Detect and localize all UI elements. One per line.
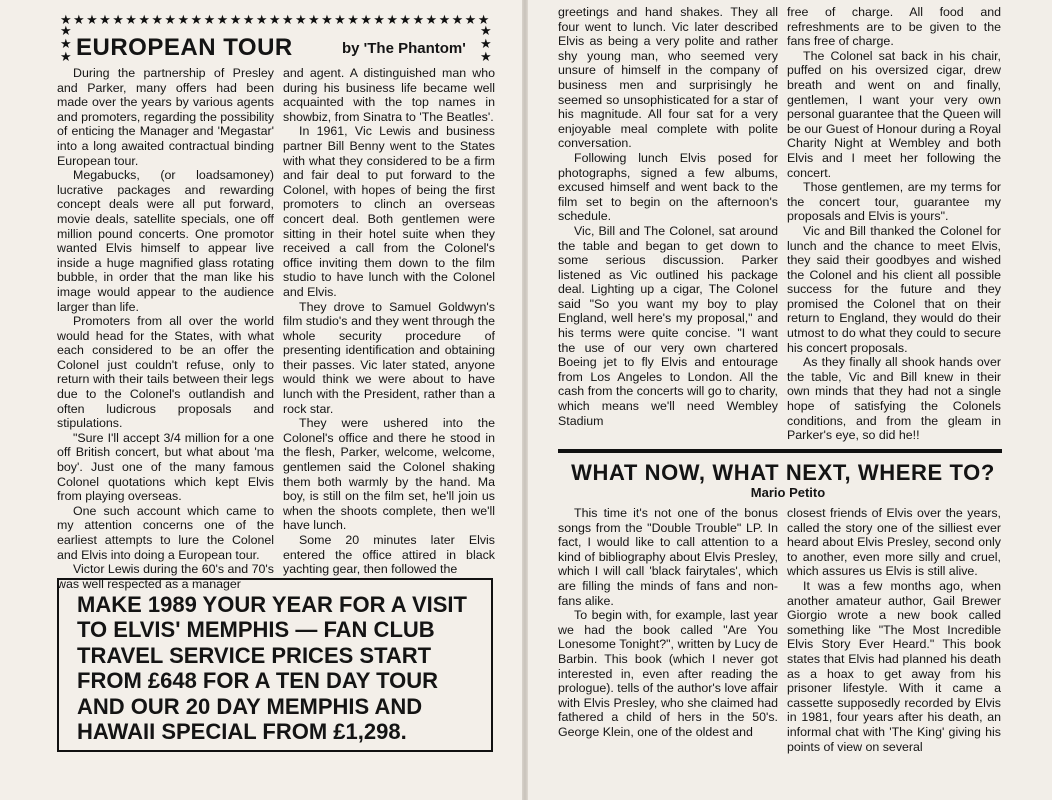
column-6 xyxy=(787,506,1001,754)
paragraph: Those gentlemen, are my terms for the concert tour, guarantee my proposals and Elvis is yours". xyxy=(787,180,1001,224)
paragraph-continued: and agent. A distinguished man who during his business life became well acquainted with the top names in showbiz, from Sinatra to 'The Beatles'. xyxy=(283,66,495,124)
paragraph-continued: greetings and hand shakes. They all four went to lunch. Vic later described Elvis as being a very polite and rather shy young man, who seemed very unsure of himself in the company of business men and surprisingly he seemed so unsophisticated for a star of his magnitude. All four sat for a very enjoyable meal complete with polite conversation. xyxy=(558,5,778,151)
paragraph: Vic, Bill and The Colonel, sat around the table and began to get down to some serious discussion. Parker listened as Vic outlined his package deal. Lighting up a cigar, The Colonel said "So you want my boy to play England, well here's my proposal," and his terms were quite concise. "I want the use of our very own chartered Boeing jet to fly Elvis and entourage from Los Angeles to London. All the cash from the concerts will go to charity, which means we'll need Wembley Stadium xyxy=(558,223,778,428)
paragraph: During the partnership of Presley and Parker, many offers had been made over the years by various agents and promoters, regarding the possibility of enticing the Manager and 'Megastar' into a long awaited contractual binding European tour. xyxy=(57,66,274,168)
second-article-author: Mario Petito xyxy=(750,485,826,500)
star-border-top: ★★★★★★★★★★★★★★★★★★★★★★★★★★★★★★★★★ xyxy=(60,13,491,26)
paragraph: One such account which came to my attention concerns one of the earliest attempts to lure the Colonel and Elvis into doing a European tour. xyxy=(57,503,274,562)
article-title: EUROPEAN TOUR xyxy=(76,34,293,61)
right-page xyxy=(528,0,1052,800)
paragraph: It was a few months ago, when another amateur author, Gail Brewer Giorgio wrote a new book called something like "The Most Incredible Elvis Story Ever Heard." This book states that Elvis had planned his death as a hoax to get away from his prisoner lifestyle. With it came a cassette supposedly recorded by Elvis in 1981, four years after his death, an informal chat with 'The King' giving his points of view on several xyxy=(787,578,1001,754)
column-4 xyxy=(787,5,1001,443)
column-2 xyxy=(283,66,495,577)
paragraph-continued: free of charge. All food and refreshments are to be given to the fans free of charge. xyxy=(787,5,1001,49)
paragraph: Vic and Bill thanked the Colonel for lunch and the chance to meet Elvis, they said their goodbyes and wished the Colonel and his client all possible success for the future and they promised the Colonel that on their return to England, they would do their utmost to do what they could to secure his concert proposals. xyxy=(787,223,1001,355)
left-page xyxy=(0,0,522,800)
paragraph: As they finally all shook hands over the table, Vic and Bill knew in their own minds that they had not a single hope of satisfying the Colonels conditions, and from the gleam in Parker's eye, so did he!! xyxy=(787,355,1001,443)
article-byline: by 'The Phantom' xyxy=(342,40,466,57)
star-border-left: ★★★ xyxy=(60,24,74,63)
paragraph: They were ushered into the Colonel's office and there he stood in the flesh, Parker, welcome, welcome, gentlemen said the Colonel shaking them both warmly by the hand. Ma boy, is still on the film set, he'll join us when the shoots complete, then we'll have lunch. xyxy=(283,416,495,533)
paragraph: "Sure I'll accept 3/4 million for a one off British concert, but what about 'ma boy'. Just one of the many famous Colonel quotations which kept Elvis from playing overseas. xyxy=(57,430,274,504)
paragraph: In 1961, Vic Lewis and business partner Bill Benny went to the States with what they considered to be a firm and fair deal to put forward to the Colonel, with hopes of being the first promoters to clinch an overseas concert deal. Both gentlemen were sitting in their hotel suite when they received a call from the Colonel's office inviting them down to the film studio to have lunch with the Colonel and Elvis. xyxy=(283,124,495,299)
paragraph: To begin with, for example, last year we had the book called "Are You Lonesome Tonight?", written by Lucy de Barbin. This book (which I never got interested in, even after reading the prologue). tells of the author's love affair with Elvis Presley, who she claimed had fathered a child of hers in the 50's. George Klein, one of the oldest and xyxy=(558,608,778,739)
advert-text: MAKE 1989 YOUR YEAR FOR A VISIT TO ELVIS' MEMPHIS — FAN CLUB TRAVEL SERVICE PRICES START FROM £648 FOR A TEN DAY TOUR AND OUR 20 DAY MEMPHIS AND HAWAII SPECIAL FROM £1,298. xyxy=(77,592,467,745)
paragraph: They drove to Samuel Goldwyn's film studio's and they went through the whole security procedure of presenting identification and obtaining their passes. Vic later stated, anyone would think we were about to have lunch with the President, rather than a rock star. xyxy=(283,299,495,416)
paragraph: Following lunch Elvis posed for photographs, signed a few albums, excused himself and went back to the film set to begin on the afternoon's schedule. xyxy=(558,150,778,224)
star-border-right: ★★★ xyxy=(480,24,494,63)
paragraph: This time it's not one of the bonus songs from the "Double Trouble" LP. In fact, I would like to call attention to a kind of bibliography about Elvis Presley, which I will call 'black fairytales', which are filling the minds of fans and non-fans alike. xyxy=(558,506,778,608)
column-1 xyxy=(57,66,274,591)
paragraph: Victor Lewis during the 60's and 70's was well respected as a manager xyxy=(57,562,274,591)
paragraph: Megabucks, (or loadsamoney) lucrative packages and rewarding concept deals were all put forward, movie deals, satellite specials, one off million pound concerts. One promotor wanted Elvis himself to appear live inside a huge magnified glass rotating bubble, in order that the man like his image would appear to the audience larger than life. xyxy=(57,168,274,314)
second-article-title: WHAT NOW, WHAT NEXT, WHERE TO? xyxy=(571,460,995,485)
column-5 xyxy=(558,506,778,740)
paragraph: The Colonel sat back in his chair, puffed on his oversized cigar, drew breath and went on and finally, gentlemen, I want your very own personal guarantee that the Queen will be our Guest of Honour during a Royal Charity Night at Wembley and both Elvis and I meet her following the concert. xyxy=(787,48,1001,180)
paragraph: Some 20 minutes later Elvis entered the office attired in black yachting gear, then followed the xyxy=(283,533,495,577)
section-divider xyxy=(558,449,1002,453)
paragraph: Promoters from all over the world would head for the States, with what each considered to be an offer the Colonel just couldn't refuse, only to return with their tails between their legs due to the Colonel's outlandish and often ludicrous proposals and stipulations. xyxy=(57,314,274,431)
travel-advert-box xyxy=(57,578,493,752)
paragraph-continued: closest friends of Elvis over the years, called the story one of the silliest ever heard about Elvis Presley, second only to another, even more silly and cruel, which assures us Elvis is still alive. xyxy=(787,506,1001,579)
column-3 xyxy=(558,5,778,428)
